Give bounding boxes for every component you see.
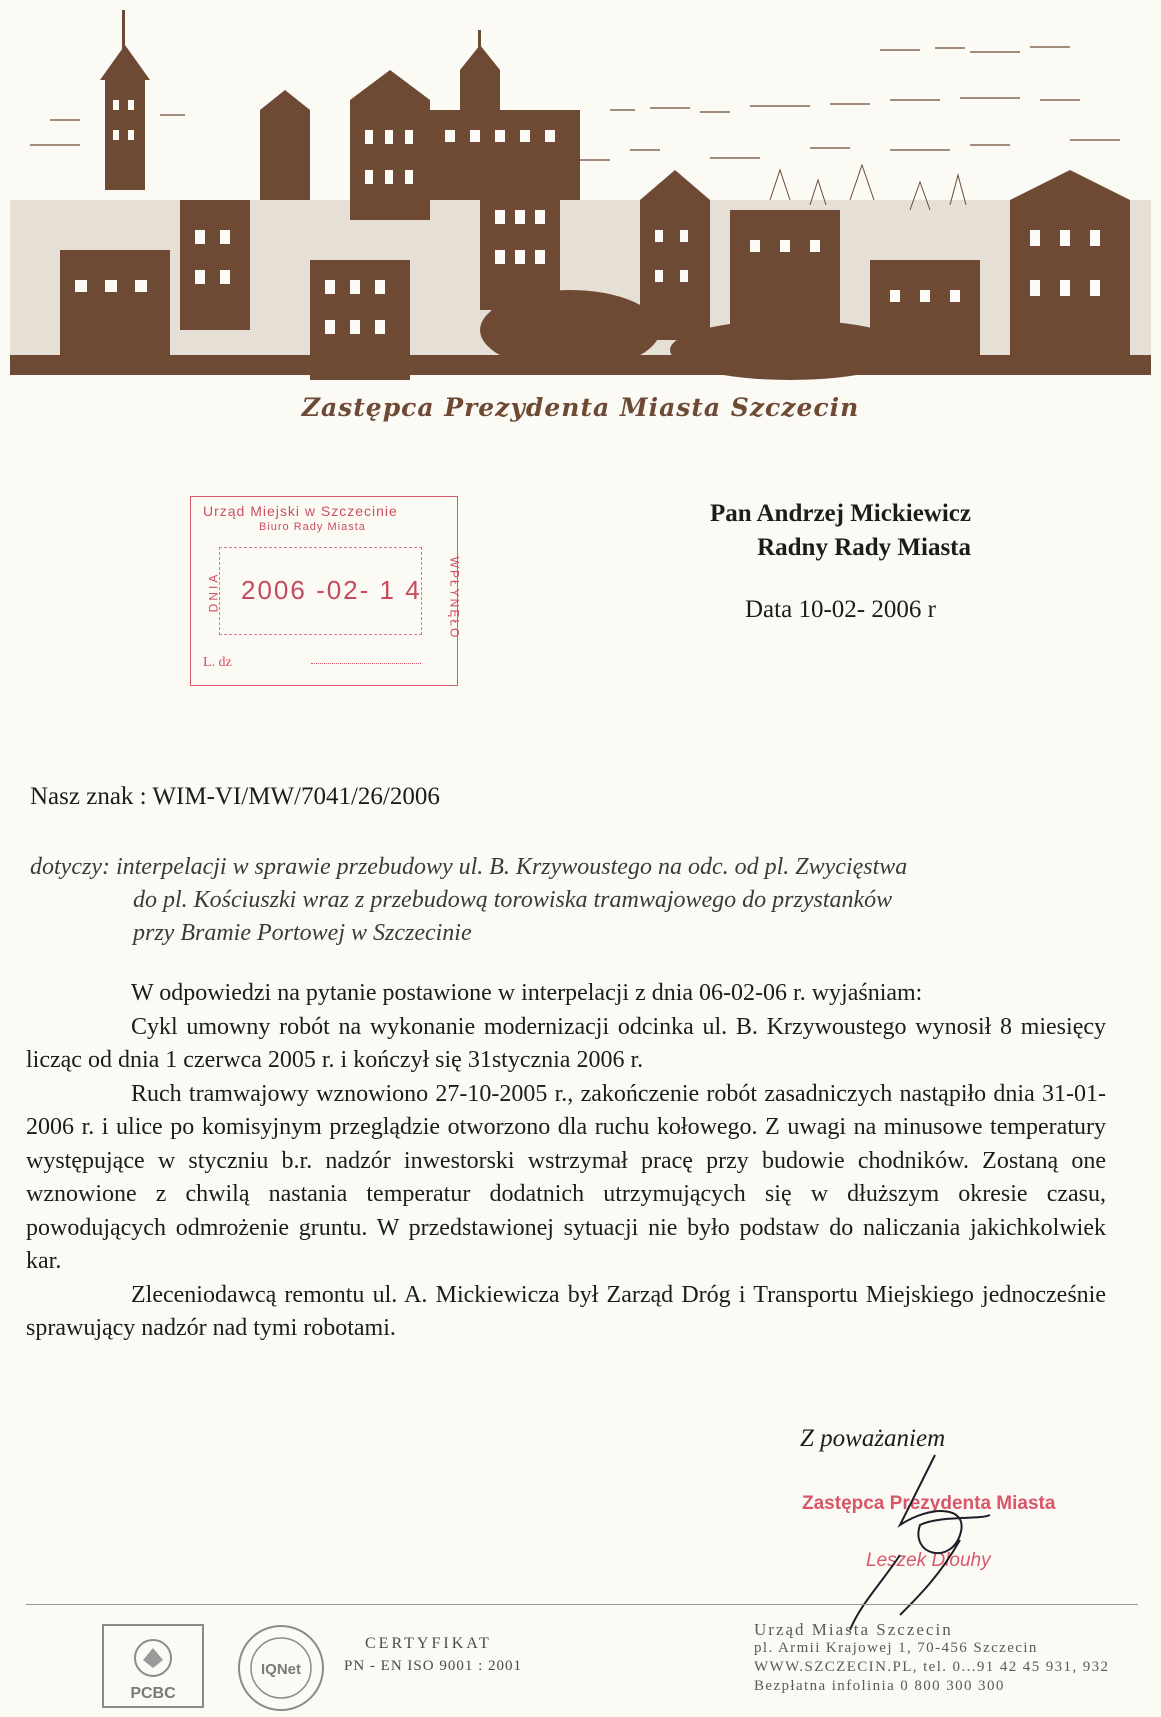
stamp-wplynelo: WPŁYNĘŁO (447, 556, 462, 640)
body-paragraph-3: Ruch tramwajowy wznowiono 27-10-2005 r., zakończenie robót zasadniczych nastąpiło dnia 31-01-2006 r. i ulice po komisyjnym przeglądzie otworzono dla ruchu kołowego. Z uwagi na minusowe temperatury występujące w styczniu b.r. nadzór inwestorski wstrzymał pracę przy budowie chodników. Zostaną one wznowione z chwilą nastania temperatur dodatnich utrzymujących się w dłuższym okresie czasu, powodujących odmrożenie gruntu. W przedstawionej sytuacji nie było podstaw do naliczania jakichkolwiek kar. (26, 1080, 1106, 1274)
letter-date: Data 10-02- 2006 r (745, 596, 936, 623)
stamp-dotted-line (311, 663, 421, 664)
pcbc-logo (98, 1620, 208, 1712)
footer-address: pl. Armii Krajowej 1, 70-456 Szczecin (754, 1640, 1038, 1656)
iqnet-logo-text: IQNet (260, 1661, 302, 1678)
subject-line-1: dotyczy: interpelacji w sprawie przebudowy ul. B. Krzywoustego na odc. od pl. Zwycięstwa (30, 854, 908, 880)
recipient-name: Pan Andrzej Mickiewicz (709, 500, 971, 527)
closing-greeting: Z poważaniem (800, 1425, 946, 1452)
recipient-role: Radny Rady Miasta (757, 534, 971, 561)
pcbc-logo-text: PCBC (130, 1685, 176, 1702)
footer-contact (754, 1620, 1109, 1696)
certificate-standard: PN - EN ISO 9001 : 2001 (344, 1658, 523, 1674)
subject-block (30, 851, 907, 950)
certificate-title: CERTYFIKAT (365, 1635, 492, 1652)
body-paragraph-2: Cykl umowny robót na wykonanie modernizacji odcinka ul. B. Krzywoustego wynosił 8 miesięcy licząc od dnia 1 czerwca 2005 r. i kończył się 31stycznia 2006 r. (26, 1013, 1106, 1073)
org-title: Zastępca Prezydenta Miasta Szczecin (301, 393, 860, 422)
footer-divider (26, 1604, 1138, 1605)
iqnet-logo (235, 1622, 327, 1714)
stamp-ldz: L. dz (203, 655, 232, 670)
signature-stamp-title: Zastępca Prezydenta Miasta (802, 1493, 1056, 1514)
stamp-date: 2006 -02- 1 4 (241, 575, 422, 605)
body-paragraph-4: Zleceniodawcą remontu ul. A. Mickiewicza był Zarząd Dróg i Transportu Miejskiego jednocześnie sprawujący nadzór nad tymi robotami. (26, 1281, 1106, 1341)
recipient-block (710, 497, 971, 565)
city-skyline-illustration (10, 0, 1151, 395)
handwritten-signature (840, 1445, 1050, 1635)
registry-stamp (190, 496, 462, 686)
reference-number: Nasz znak : WIM-VI/MW/7041/26/2006 (30, 783, 440, 810)
stamp-department: Biuro Rady Miasta (259, 521, 366, 533)
footer-website: WWW.SZCZECIN.PL, tel. 0...91 42 45 931, 932 (754, 1659, 1110, 1675)
footer-office: Urząd Miasta Szczecin (754, 1620, 953, 1639)
letter-body (26, 977, 1106, 1346)
signature-stamp-name: Leszek Dlouhy (866, 1550, 991, 1571)
footer-infoline: Bezpłatna infolinia 0 800 300 300 (754, 1678, 1005, 1694)
stamp-office: Urząd Miejski w Szczecinie (203, 503, 398, 519)
body-paragraph-1: W odpowiedzi na pytanie postawione w interpelacji z dnia 06-02-06 r. wyjaśniam: (131, 980, 923, 1006)
subject-line-2: do pl. Kościuszki wraz z przebudową torowiska tramwajowego do przystanków (133, 887, 893, 913)
stamp-dnia: DNIA (206, 571, 221, 613)
subject-line-3: przy Bramie Portowej w Szczecinie (133, 920, 472, 946)
